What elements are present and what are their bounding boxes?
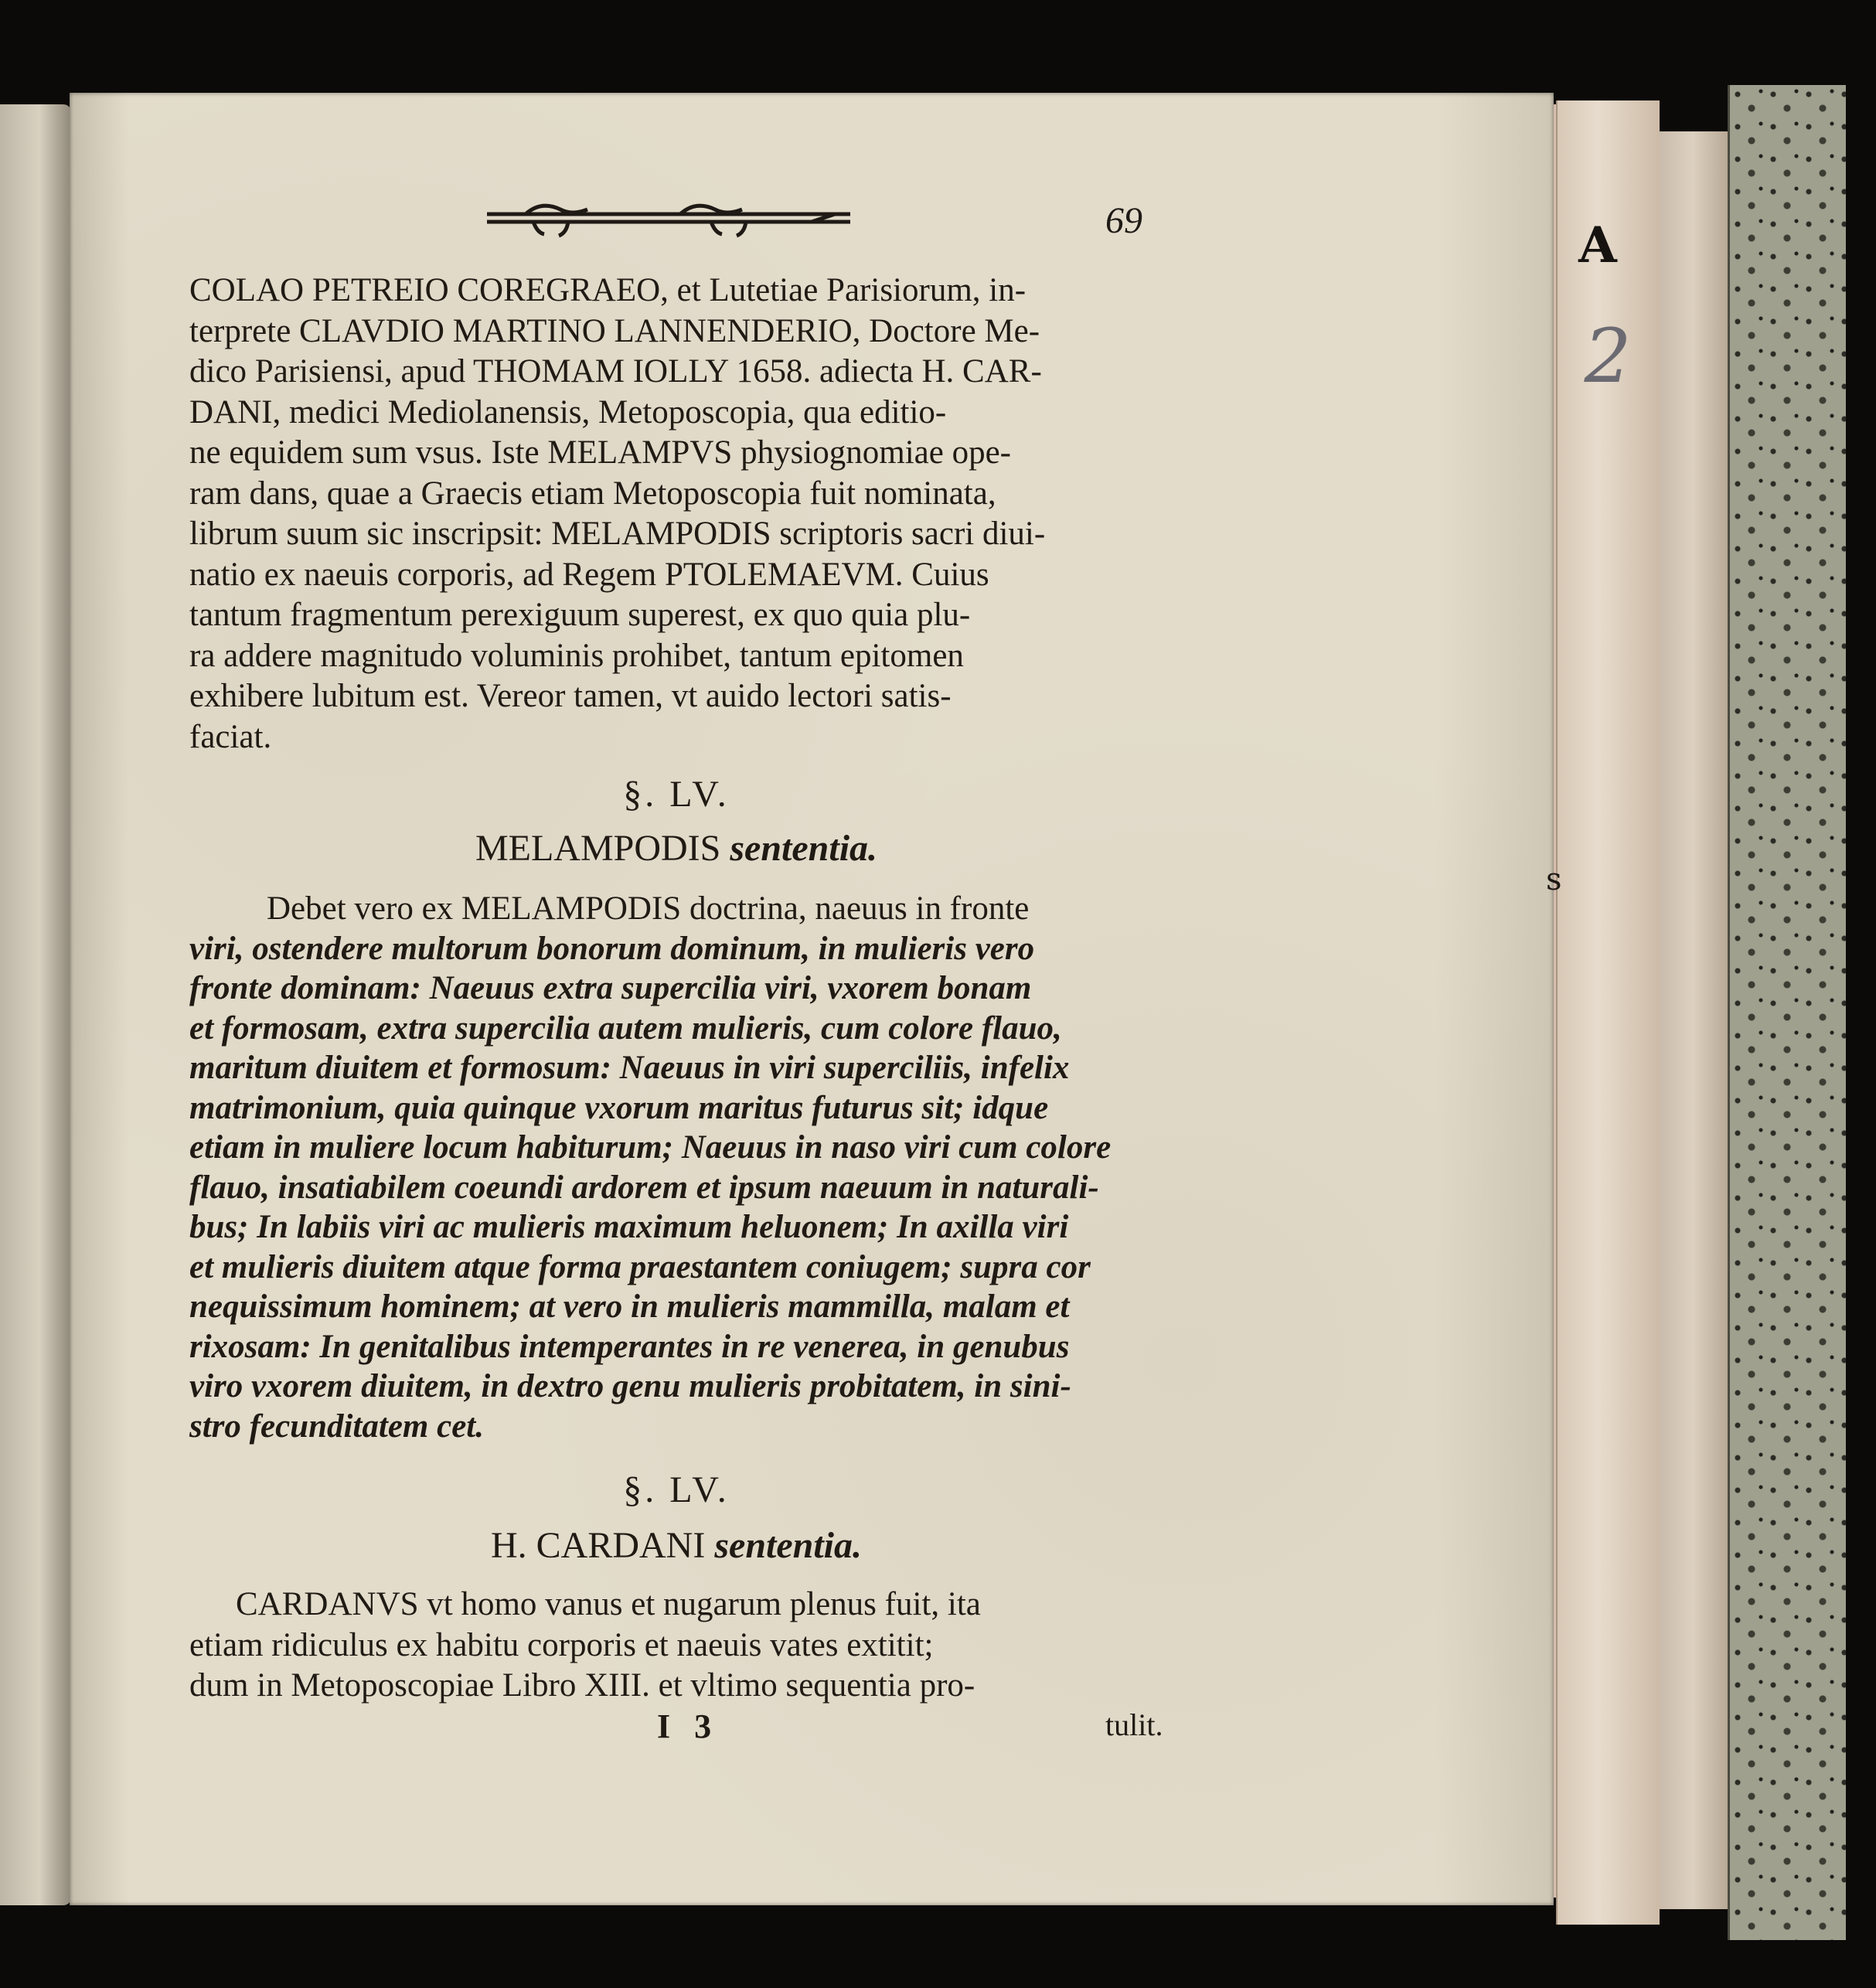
text-line: nequissimum hominem; at vero in mulieris mammilla, malam et bbox=[189, 1288, 1070, 1325]
tab-edge-letter: s bbox=[1546, 862, 1562, 897]
text-line: matrimonium, quia quinque vxorum maritus futurus sit; idque bbox=[189, 1089, 1049, 1126]
paragraph-melampodis bbox=[189, 889, 1163, 1446]
text-line: flauo, insatiabilem coeundi ardorem et ipsum naeuum in naturali- bbox=[189, 1169, 1099, 1206]
text-line: COLAO PETREIO COREGRAEO, et Lutetiae Parisiorum, in- bbox=[189, 272, 1027, 308]
section-heading-italic: sententia. bbox=[730, 828, 878, 869]
inner-leaf-edge bbox=[1658, 131, 1728, 1909]
section-heading-caps: MELAMPODIS bbox=[475, 828, 721, 869]
signature-mark: I 3 bbox=[657, 1707, 720, 1745]
text-line: exhibere lubitum est. Vereor tamen, vt auido lectori satis- bbox=[189, 678, 952, 714]
book-cover-edge bbox=[1728, 85, 1846, 1940]
text-line: ram dans, quae a Graecis etiam Metoposcopia fuit nominata, bbox=[189, 475, 996, 512]
section-heading bbox=[189, 827, 1163, 870]
section-heading bbox=[189, 1524, 1163, 1567]
text-line: rixosam: In genitalibus intemperantes in re venerea, in genubus bbox=[189, 1328, 1070, 1365]
text-line: CARDANVS vt homo vanus et nugarum plenus fuit, ita bbox=[236, 1586, 981, 1622]
text-line: viro vxorem diuitem, in dextro genu mulieris probitatem, in sini- bbox=[189, 1368, 1071, 1404]
catchword: tulit. bbox=[1105, 1707, 1163, 1742]
tab-letter: A bbox=[1578, 216, 1617, 274]
text-line: natio ex naeuis corporis, ad Regem PTOLEMAEVM. Cuius bbox=[189, 556, 989, 593]
headpiece-ornament-icon bbox=[479, 197, 858, 243]
text-line: ra addere magnitudo voluminis prohibet, tantum epitomen bbox=[189, 637, 964, 674]
text-line: faciat. bbox=[189, 718, 272, 755]
text-line: tantum fragmentum perexiguum superest, ex quo quia plu- bbox=[189, 597, 971, 633]
text-line: terprete CLAVDIO MARTINO LANNENDERIO, Doctore Me- bbox=[189, 312, 1040, 349]
text-line: stro fecunditatem cet. bbox=[189, 1408, 484, 1445]
section-number: §. LV. bbox=[623, 774, 730, 815]
paragraph-cardani bbox=[189, 1585, 1163, 1707]
text-line: fronte dominam: Naeuus extra supercilia viri, vxorem bonam bbox=[189, 970, 1032, 1006]
text-line: dum in Metoposcopiae Libro XIII. et vltimo sequentia pro- bbox=[189, 1667, 975, 1704]
tab-handwritten-number: 2 bbox=[1584, 313, 1632, 400]
text-line: dico Parisiensi, apud THOMAM IOLLY 1658. adiecta H. CAR- bbox=[189, 353, 1042, 390]
text-line: et mulieris diuitem atque forma praestantem coniugem; supra cor bbox=[189, 1248, 1091, 1285]
text-line: maritum diuitem et formosum: Naeuus in viri superciliis, infelix bbox=[189, 1050, 1070, 1086]
section-heading-italic: sententia. bbox=[714, 1525, 863, 1566]
text-line: DANI, medici Mediolanensis, Metoposcopia, qua editio- bbox=[189, 393, 947, 431]
page-number: 69 bbox=[1105, 200, 1142, 241]
text-line: librum suum sic inscripsit: MELAMPODIS scriptoris sacri diui- bbox=[189, 516, 1046, 552]
section-number: §. LV. bbox=[623, 1469, 730, 1510]
text-line: etiam in muliere locum habiturum; Naeuus in naso viri cum colore bbox=[189, 1129, 1112, 1166]
left-page-edge bbox=[0, 104, 71, 1905]
text-line: et formosam, extra supercilia autem mulieris, cum colore flauo, bbox=[189, 1009, 1062, 1047]
text-line: bus; In labiis viri ac mulieris maximum heluonem; In axilla viri bbox=[189, 1209, 1069, 1245]
text-line: viri, ostendere multorum bonorum dominum, in mulieris vero bbox=[189, 930, 1035, 967]
text-line: etiam ridiculus ex habitu corporis et naeuis vates extitit; bbox=[189, 1626, 934, 1663]
section-heading-caps: H. CARDANI bbox=[490, 1525, 706, 1566]
text-line: ne equidem sum vsus. Iste MELAMPVS physiognomiae ope- bbox=[189, 434, 1011, 471]
paragraph-continuation bbox=[189, 271, 1163, 757]
text-line: Debet vero ex MELAMPODIS doctrina, naeuus in fronte bbox=[267, 890, 1030, 927]
